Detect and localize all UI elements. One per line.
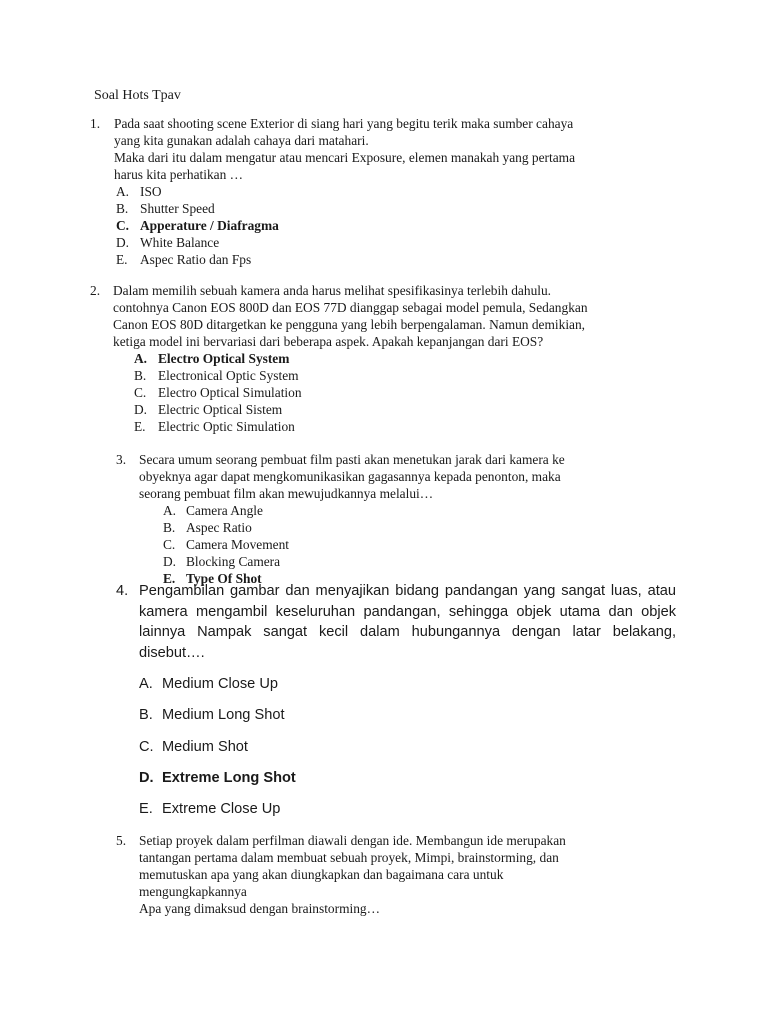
- question-number: 5.: [116, 833, 127, 848]
- option-letter: D.: [163, 554, 177, 569]
- question-line: memutuskan apa yang akan diungkapkan dan bagaimana cara untuk: [139, 867, 504, 882]
- option-letter: A.: [163, 503, 177, 518]
- option-letter: B.: [134, 368, 147, 383]
- option-text: Medium Close Up: [162, 676, 278, 692]
- question-line: Apa yang dimaksud dengan brainstorming…: [139, 901, 380, 916]
- option-text: Camera Movement: [186, 537, 289, 552]
- option-letter: B.: [139, 707, 153, 724]
- question-line: tantangan pertama dalam membuat sebuah proyek, Mimpi, brainstorming, dan: [139, 850, 559, 865]
- option-text: Blocking Camera: [186, 554, 281, 569]
- option-text: Aspec Ratio: [186, 520, 252, 535]
- option-letter: C.: [116, 218, 130, 233]
- question-line: Maka dari itu dalam mengatur atau mencari Exposure, elemen manakah yang pertama: [114, 150, 576, 165]
- question-number: 1.: [90, 116, 101, 131]
- question-line: Pada saat shooting scene Exterior di siang hari yang begitu terik maka sumber cahaya: [114, 116, 574, 131]
- option-text: Apperature / Diafragma: [140, 218, 279, 233]
- option-text: Electric Optic Simulation: [158, 419, 295, 434]
- option-text: Medium Shot: [162, 738, 248, 755]
- answer-options: [163, 502, 676, 587]
- option-c: [163, 536, 676, 553]
- option-letter: E.: [163, 571, 176, 586]
- question-line: yang kita gunakan adalah cahaya dari matahari.: [114, 133, 369, 148]
- option-letter: A.: [116, 184, 130, 199]
- question-1: [90, 115, 690, 268]
- option-text: White Balance: [140, 235, 220, 250]
- option-c-correct: [116, 217, 690, 234]
- option-text: Shutter Speed: [140, 201, 215, 216]
- option-d: [134, 401, 690, 418]
- option-text: Electro Optical Simulation: [158, 385, 302, 400]
- question-line: obyeknya agar dapat mengkomunikasikan gagasannya kepada penonton, maka: [139, 469, 561, 484]
- option-b: [134, 367, 690, 384]
- question-line: Setiap proyek dalam perfilman diawali dengan ide. Membangun ide merupakan: [139, 833, 566, 848]
- question-number: 2.: [90, 283, 101, 298]
- option-b: [116, 200, 690, 217]
- question-number: 3.: [116, 452, 127, 467]
- question-line: Pengambilan gambar dan menyajikan bidang pandangan yang sangat luas, atau kamera mengambil keseluruhan pandangan, sehingga objek utama dan objek lainnya Nampak sangat kecil dalam hubungannya dengan latar belakang, disebut….: [139, 583, 676, 661]
- answer-options: [139, 674, 676, 830]
- option-text: Electro Optical System: [158, 351, 290, 366]
- option-letter: D.: [116, 235, 130, 250]
- question-line: Canon EOS 80D ditargetkan ke pengguna yang lebih berpengalaman. Namun demikian,: [113, 317, 586, 332]
- answer-options: [134, 350, 690, 435]
- question-line: Secara umum seorang pembuat film pasti akan menetukan jarak dari kamera ke: [139, 452, 565, 467]
- option-letter: E.: [134, 419, 146, 434]
- question-number: 4.: [116, 583, 129, 599]
- option-letter: A.: [139, 676, 153, 692]
- question-line: contohnya Canon EOS 800D dan EOS 77D dianggap sebagai model pemula, Sedangkan: [113, 300, 588, 315]
- option-b: [163, 519, 676, 536]
- question-3: [116, 451, 676, 587]
- option-letter: C.: [134, 385, 147, 400]
- option-e: [116, 251, 690, 268]
- option-text: Type Of Shot: [186, 571, 262, 586]
- question-4: [116, 581, 676, 830]
- option-text: ISO: [140, 184, 162, 199]
- option-b: [139, 705, 676, 736]
- option-letter: B.: [163, 520, 176, 535]
- option-letter: E.: [139, 801, 153, 818]
- option-letter: C.: [139, 738, 154, 755]
- question-line: seorang pembuat film akan mewujudkannya melalui…: [139, 486, 434, 501]
- option-e: [139, 799, 676, 830]
- option-letter: C.: [163, 537, 176, 552]
- question-line: harus kita perhatikan …: [114, 167, 244, 182]
- question-5: [116, 832, 676, 917]
- question-text: [139, 581, 676, 663]
- answer-options: [116, 183, 690, 268]
- option-text: Camera Angle: [186, 503, 263, 518]
- option-letter: A.: [134, 351, 148, 366]
- option-text: Extreme Long Shot: [162, 769, 296, 786]
- option-c: [139, 737, 676, 768]
- option-letter: D.: [134, 402, 148, 417]
- question-text: [139, 451, 676, 502]
- option-text: Electric Optical Sistem: [158, 402, 283, 417]
- option-d: [163, 553, 676, 570]
- option-e: [134, 418, 690, 435]
- question-text: [113, 282, 690, 350]
- option-d-correct: [139, 768, 676, 799]
- question-text: [114, 115, 690, 183]
- option-a: [139, 674, 676, 705]
- option-a: [163, 502, 676, 519]
- question-line: ketiga model ini bervariasi dari beberapa aspek. Apakah kepanjangan dari EOS?: [113, 334, 544, 349]
- option-d: [116, 234, 690, 251]
- question-line: mengungkapkannya: [139, 884, 247, 899]
- option-letter: B.: [116, 201, 129, 216]
- question-line: Dalam memilih sebuah kamera anda harus melihat spesifikasinya terlebih dahulu.: [113, 283, 552, 298]
- question-text: [139, 832, 676, 917]
- option-letter: D.: [139, 769, 154, 786]
- option-letter: E.: [116, 252, 128, 267]
- option-a: [116, 183, 690, 200]
- document-title: Soal Hots Tpav: [94, 88, 181, 103]
- question-2: [90, 282, 690, 435]
- option-text: Aspec Ratio dan Fps: [140, 252, 252, 267]
- option-text: Electronical Optic System: [158, 368, 299, 383]
- option-c: [134, 384, 690, 401]
- option-text: Medium Long Shot: [162, 707, 285, 724]
- option-text: Extreme Close Up: [162, 801, 281, 818]
- option-a-correct: [134, 350, 690, 367]
